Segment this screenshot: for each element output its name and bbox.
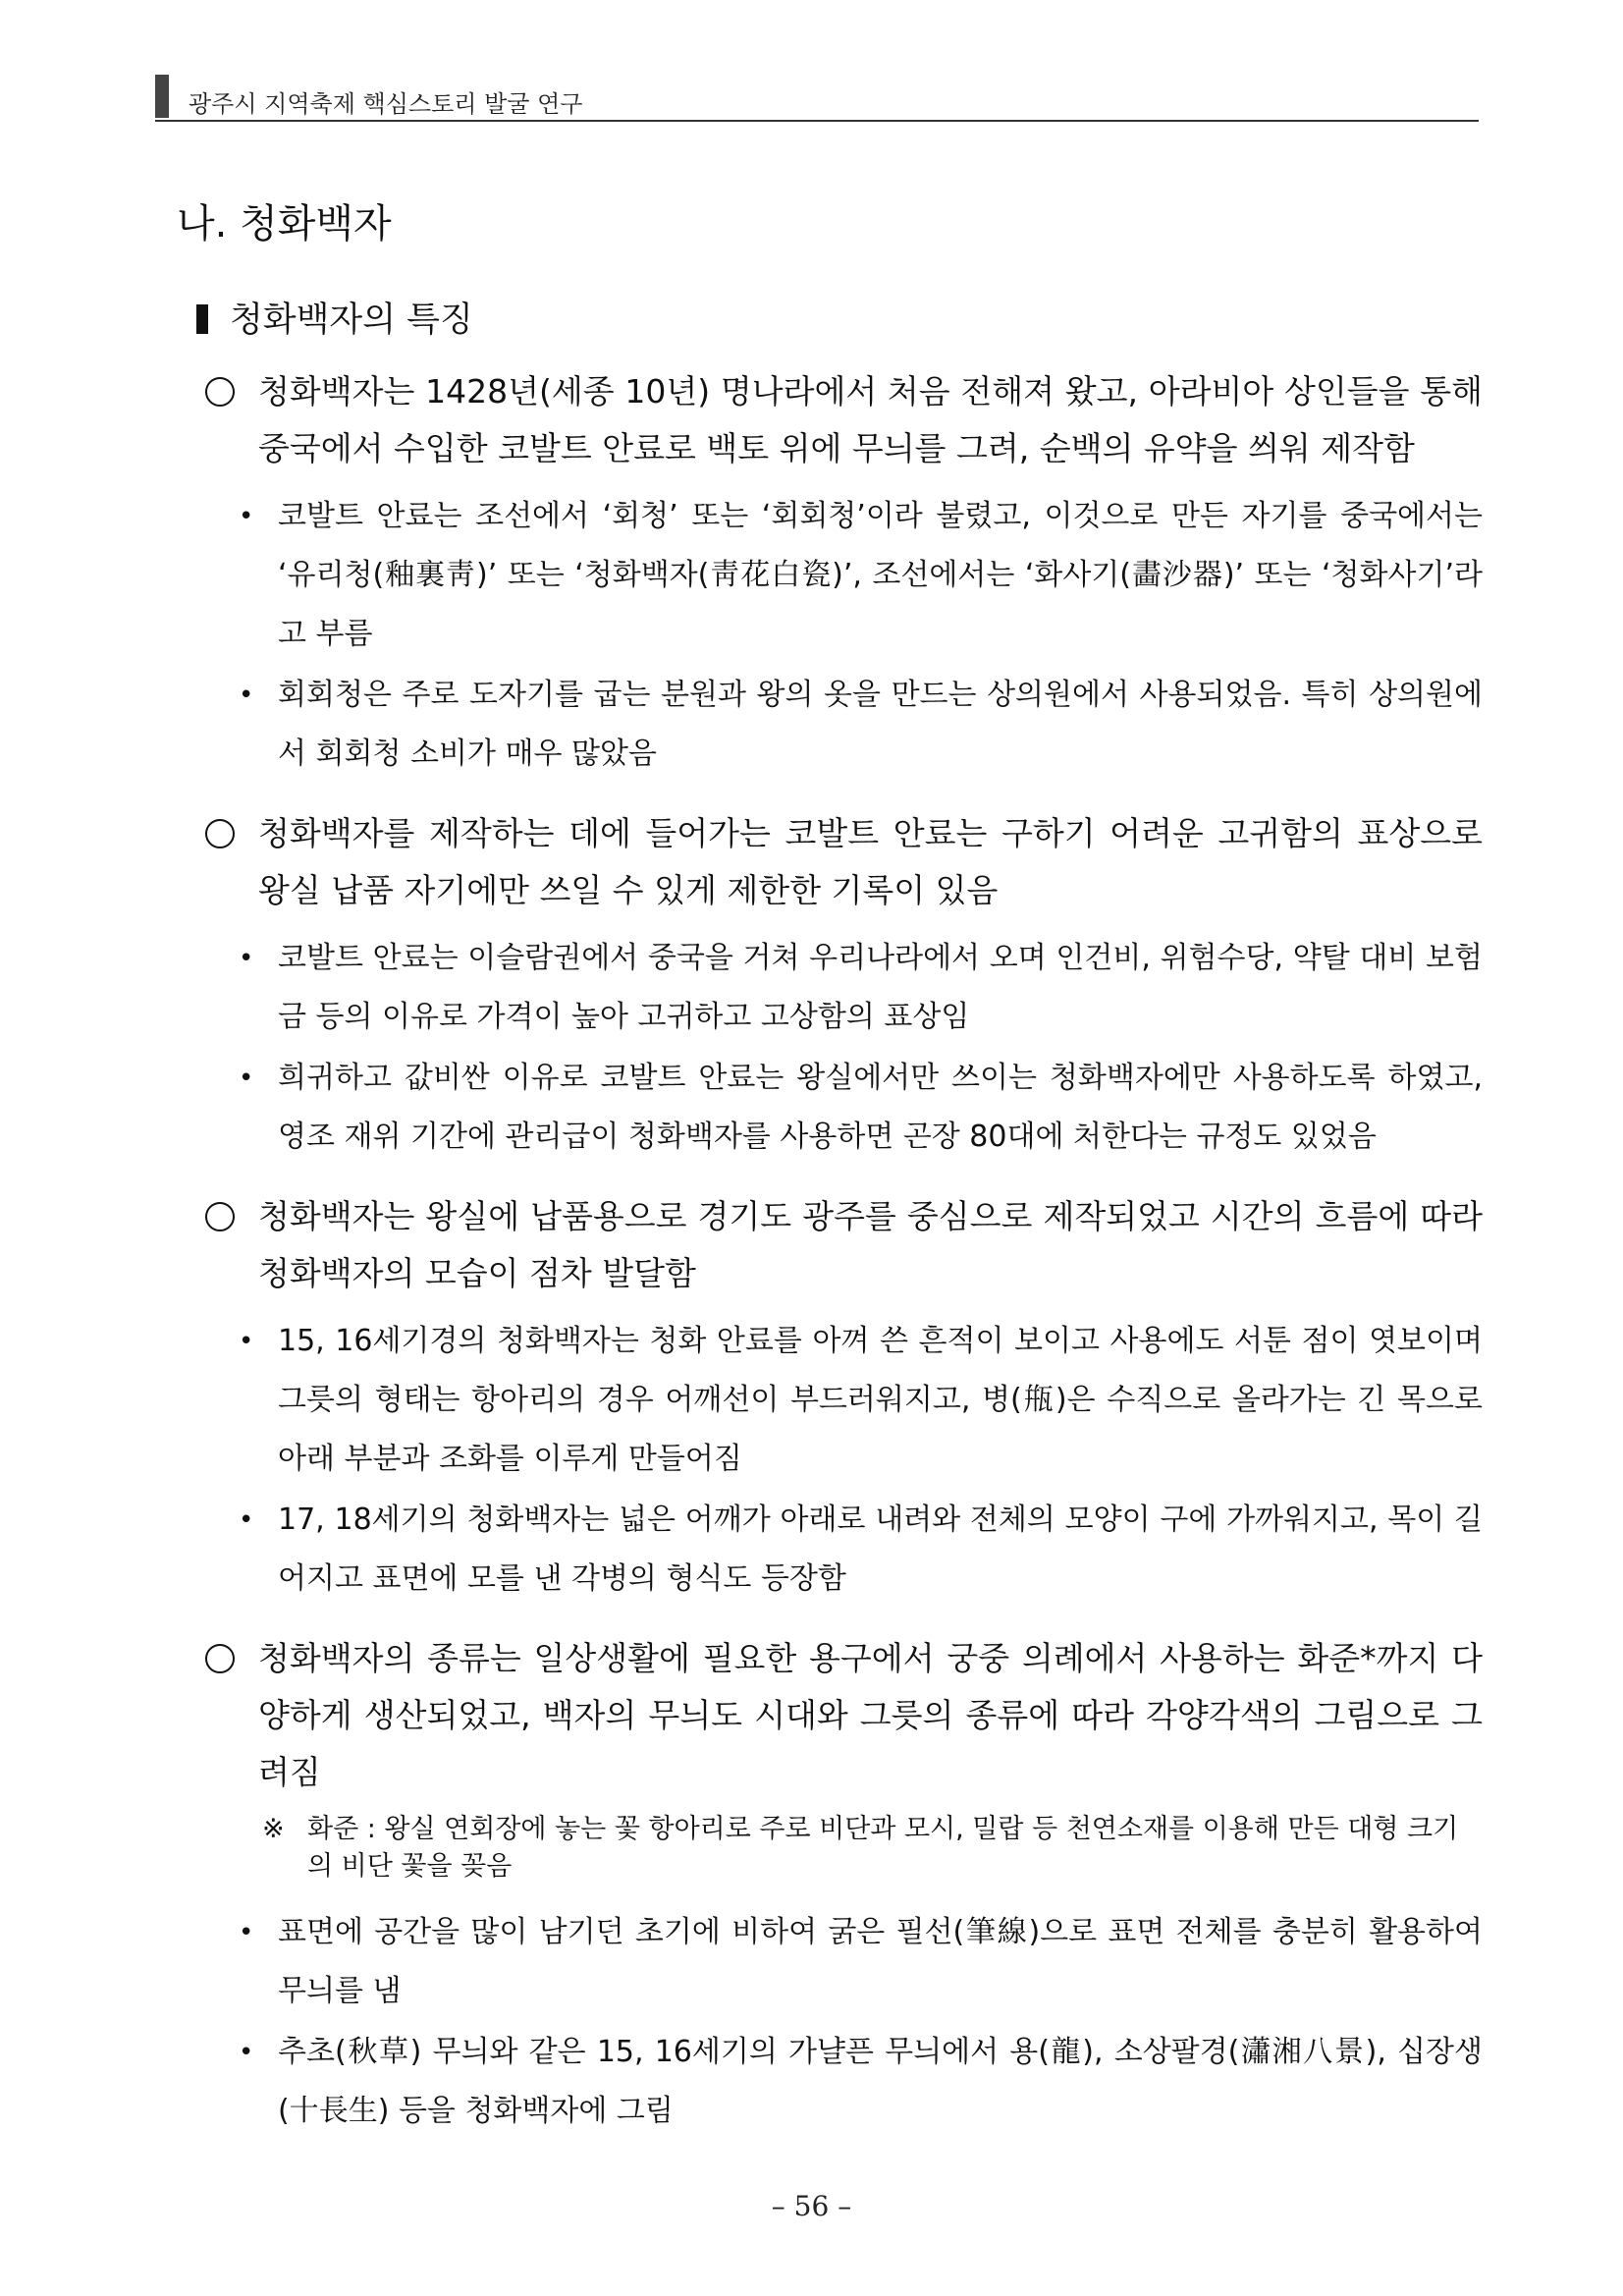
circle-bullet-icon bbox=[205, 1644, 235, 1673]
bullet-text: 추초(秋草) 무늬와 같은 15, 16세기의 가냘픈 무늬에서 용(龍), 소상팔경(瀟湘八景), 십장생(十長生) 등을 청화백자에 그림 bbox=[278, 2035, 1483, 2128]
bullet-text: 17, 18세기의 청화백자는 넓은 어깨가 아래로 내려와 전체의 모양이 구에 가까워지고, 목이 길어지고 표면에 모를 낸 각병의 형식도 등장함 bbox=[278, 1503, 1483, 1596]
circle-bullet-icon bbox=[205, 377, 235, 407]
dot-bullet-icon: • bbox=[239, 1064, 254, 1093]
point-lead bbox=[201, 1188, 1483, 1302]
bullet-item bbox=[201, 1312, 1483, 1489]
subheading bbox=[196, 293, 473, 342]
circle-bullet-icon bbox=[205, 1202, 235, 1231]
point-text: 청화백자의 종류는 일상생활에 필요한 용구에서 궁중 의례에서 사용하는 화준*까지 다양하게 생산되었고, 백자의 무늬도 시대와 그릇의 종류에 따라 각양각색의 그림으로 그려짐 bbox=[258, 1639, 1483, 1791]
footnote bbox=[201, 1811, 1483, 1886]
bullet-item bbox=[201, 929, 1483, 1047]
header-bar bbox=[155, 75, 169, 118]
point-lead bbox=[201, 1630, 1483, 1801]
bullet-item bbox=[201, 666, 1483, 784]
circle-bullet-icon bbox=[205, 819, 235, 848]
bullet-item bbox=[201, 1903, 1483, 2021]
footnote-text: 화준 : 왕실 연회장에 놓는 꽃 항아리로 주로 비단과 모시, 밀랍 등 천연소재를 이용해 만든 대형 크기의 비단 꽃을 꽂음 bbox=[307, 1814, 1459, 1882]
section-title: 나. 청화백자 bbox=[177, 201, 392, 246]
bullet-item bbox=[201, 2023, 1483, 2141]
bullet-item bbox=[201, 487, 1483, 664]
dot-bullet-icon: • bbox=[239, 502, 254, 531]
bullet-text: 표면에 공간을 많이 남기던 초기에 비하여 굵은 필선(筆線)으로 표면 전체를 충분히 활용하여 무늬를 냄 bbox=[278, 1915, 1483, 2008]
dot-bullet-icon: • bbox=[239, 2038, 254, 2067]
point-lead bbox=[201, 805, 1483, 919]
reference-mark-icon: ※ bbox=[262, 1814, 285, 1844]
running-header bbox=[155, 71, 1479, 122]
dot-bullet-icon: • bbox=[239, 1327, 254, 1356]
point-4 bbox=[201, 1630, 1483, 2141]
point-text: 청화백자를 제작하는 데에 들어가는 코발트 안료는 구하기 어려운 고귀함의 표상으로 왕실 납품 자기에만 쓰일 수 있게 제한한 기록이 있음 bbox=[258, 814, 1483, 909]
bullet-item bbox=[201, 1491, 1483, 1609]
subheading-text: 청화백자의 특징 bbox=[230, 301, 473, 340]
bullet-text: 15, 16세기경의 청화백자는 청화 안료를 아껴 쓴 흔적이 보이고 사용에도 서툰 점이 엿보이며 그릇의 형태는 항아리의 경우 어깨선이 부드러워지고, 병(甁)은 수직으로 올라가는 긴 목으로 아래 부분과 조화를 이루게 만들어짐 bbox=[278, 1324, 1483, 1476]
point-1 bbox=[201, 363, 1483, 784]
point-2 bbox=[201, 805, 1483, 1167]
bullet-item bbox=[201, 1049, 1483, 1167]
bullet-text: 코발트 안료는 이슬람권에서 중국을 거쳐 우리나라에서 오며 인건비, 위험수당, 약탈 대비 보험금 등의 이유로 가격이 높아 고귀하고 고상함의 표상임 bbox=[278, 941, 1483, 1034]
point-text: 청화백자는 1428년(세종 10년) 명나라에서 처음 전해져 왔고, 아라비아 상인들을 통해 중국에서 수입한 코발트 안료로 백토 위에 무늬를 그려, 순백의 유약을 씌워 제작함 bbox=[258, 372, 1483, 467]
point-3 bbox=[201, 1188, 1483, 1609]
dot-bullet-icon: • bbox=[239, 681, 254, 710]
bullet-text: 회회청은 주로 도자기를 굽는 분원과 왕의 옷을 만드는 상의원에서 사용되었음. 특히 상의원에서 회회청 소비가 매우 많았음 bbox=[278, 678, 1483, 771]
bullet-text: 희귀하고 값비싼 이유로 코발트 안료는 왕실에서만 쓰이는 청화백자에만 사용하도록 하였고, 영조 재위 기간에 관리급이 청화백자를 사용하면 곤장 80대에 처한다는 규정도 있었음 bbox=[278, 1061, 1483, 1154]
dot-bullet-icon: • bbox=[239, 944, 254, 973]
square-bullet-icon bbox=[196, 304, 208, 334]
bullet-text: 코발트 안료는 조선에서 ‘회청’ 또는 ‘회회청’이라 불렸고, 이것으로 만든 자기를 중국에서는 ‘유리청(釉裏靑)’ 또는 ‘청화백자(靑花白瓷)’, 조선에서는 ‘화사기(畵沙器)’ 또는 ‘청화사기’라고 부름 bbox=[278, 499, 1483, 651]
dot-bullet-icon: • bbox=[239, 1918, 254, 1947]
point-lead bbox=[201, 363, 1483, 477]
dot-bullet-icon: • bbox=[239, 1505, 254, 1535]
point-text: 청화백자는 왕실에 납품용으로 경기도 광주를 중심으로 제작되었고 시간의 흐름에 따라 청화백자의 모습이 점차 발달함 bbox=[258, 1197, 1483, 1292]
page-number: – 56 – bbox=[771, 2190, 852, 2222]
content bbox=[201, 363, 1483, 2162]
header-text: 광주시 지역축제 핵심스토리 발굴 연구 bbox=[189, 90, 583, 118]
